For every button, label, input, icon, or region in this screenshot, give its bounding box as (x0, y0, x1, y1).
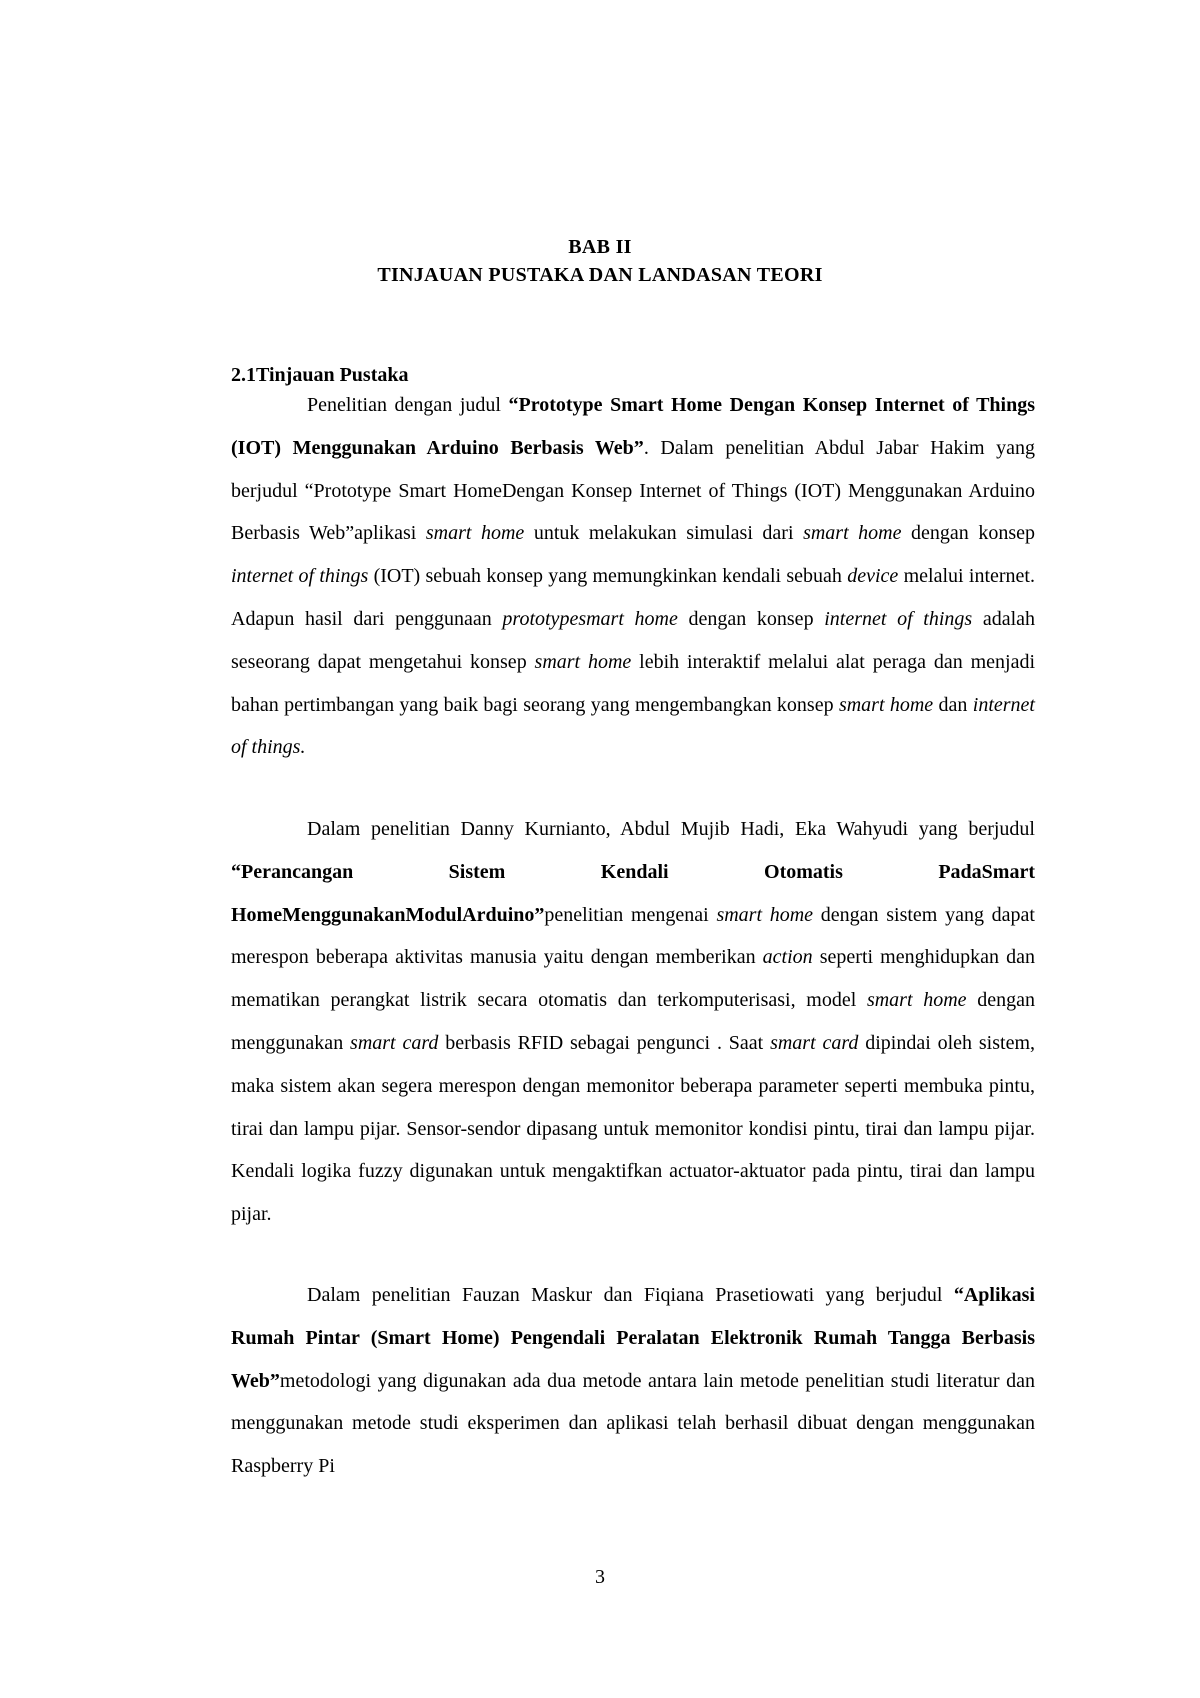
text-segment: “Perancangan Sistem Kendali Otomatis PadaSmart HomeMenggunakanModulArduino” (231, 860, 1035, 926)
text-segment: smart home (866, 989, 967, 1012)
text-segment: dengan menggunakan (231, 989, 1035, 1054)
text-segment: dan (933, 693, 973, 716)
text-segment: device (847, 565, 899, 588)
paragraph-2 (231, 808, 1035, 1236)
text-segment: metodologi yang digunakan ada dua metode antara lain metode penelitian studi literatur dan menggunakan metode studi eksperimen dan aplikasi telah berhasil dibuat dengan menggunakan Raspberry Pi (231, 1369, 1035, 1478)
text-segment: dipindai oleh sistem, maka sistem akan segera merespon dengan memonitor beberapa parameter seperti membuka pintu, tirai dan lampu pijar. Sensor-sendor dipasang untuk memonitor kondisi pintu, tirai dan lampu pijar. Kendali logika fuzzy digunakan untuk mengaktifkan actuator-aktuator pada pintu, tirai dan lampu pijar. (231, 1031, 1036, 1226)
text-segment: “Prototype Smart Home Dengan Konsep Internet of Things (IOT) Menggunakan Arduino Berbasis Web” (231, 394, 1035, 459)
text-segment: smart home (425, 522, 525, 545)
text-segment: smart card (770, 1031, 859, 1054)
text-segment: Dalam penelitian Danny Kurnianto, Abdul Mujib Hadi, Eka Wahyudi yang berjudul (307, 818, 1035, 840)
text-segment: penelitian mengenai (544, 903, 717, 926)
text-segment: . Dalam penelitian Abdul Jabar Hakim yang berjudul “Prototype Smart HomeDengan Konsep Internet of Things (IOT) Menggunakan Arduino Berbasis Web”aplikasi (231, 436, 1036, 545)
chapter-number: BAB II (568, 236, 632, 258)
chapter-title: TINJAUAN PUSTAKA DAN LANDASAN TEORI (377, 264, 823, 286)
text-segment: seperti menghidupkan dan mematikan perangkat listrik secara otomatis dan terkomputerisasi, model (231, 946, 1035, 1012)
paragraph-3 (231, 1274, 1035, 1488)
text-segment: smart home (803, 522, 902, 545)
section-heading: 2.1Tinjauan Pustaka (231, 364, 409, 386)
text-segment: action (762, 946, 813, 969)
text-segment: internet of things (824, 607, 973, 630)
text-segment: lebih interaktif melalui alat peraga dan menjadi bahan pertimbangan yang baik bagi seorang yang mengembangkan konsep (231, 650, 1035, 716)
text-segment: smart card (350, 1031, 439, 1054)
text-segment: melalui internet. Adapun hasil dari penggunaan (231, 565, 1035, 630)
text-segment: Dalam penelitian Fauzan Maskur dan Fiqiana Prasetiowati yang berjudul (307, 1284, 954, 1306)
text-segment: Penelitian dengan judul (307, 394, 509, 416)
text-segment: (IOT) sebuah konsep yang memungkinkan kendali sebuah (368, 565, 848, 588)
text-segment: dengan konsep (901, 522, 1035, 545)
page-number: 3 (595, 1566, 605, 1588)
paragraph-1 (231, 384, 1035, 769)
text-segment: adalah seseorang dapat mengetahui konsep (231, 607, 1036, 673)
text-segment: dengan sistem yang dapat merespon beberapa aktivitas manusia yaitu dengan memberikan (231, 903, 1035, 969)
text-segment: dengan konsep (677, 607, 825, 630)
text-segment: smart home (716, 903, 814, 926)
text-segment: internet of things. (231, 693, 1035, 759)
text-segment: untuk melakukan simulasi dari (524, 522, 804, 545)
text-segment: berbasis RFID sebagai pengunci . Saat (438, 1031, 771, 1054)
text-segment: smart home (838, 693, 934, 716)
text-segment: smart home (534, 650, 632, 673)
text-segment: prototypesmart home (502, 607, 678, 630)
text-segment: internet of things (231, 565, 369, 588)
text-segment: “Aplikasi Rumah Pintar (Smart Home) Pengendali Peralatan Elektronik Rumah Tangga Berbasis Web” (231, 1284, 1035, 1392)
